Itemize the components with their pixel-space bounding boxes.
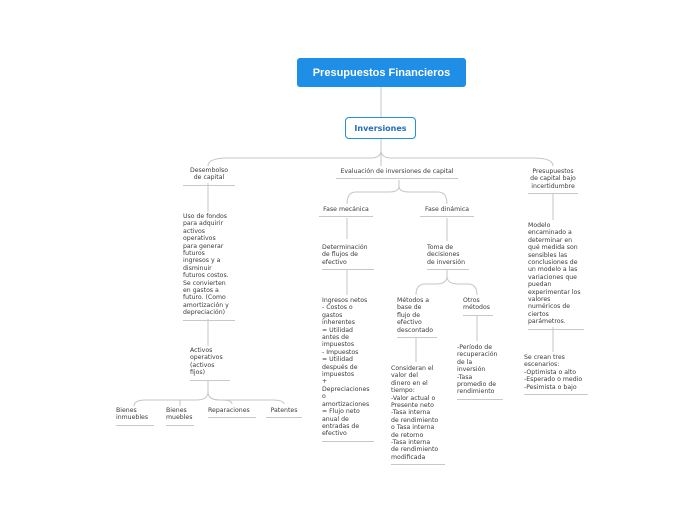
root-topic-label: Presupuestos Financieros xyxy=(312,66,451,79)
activos-operativos[interactable] xyxy=(190,347,230,381)
item-bienes-inmuebles[interactable] xyxy=(116,407,154,426)
item-bienes-muebles[interactable] xyxy=(166,407,194,426)
escenarios-text: Se crean tres escenarios: -Optimista o alto -Esperado o medio -Pesimista o bajo xyxy=(524,354,583,391)
branch-desembolso-label: Desembolso de capital xyxy=(189,167,229,182)
determinacion-flujos-text: Determinación de flujos de efectivo xyxy=(322,244,368,266)
metodos-descontado-detail[interactable] xyxy=(391,365,445,465)
root-topic[interactable] xyxy=(297,58,466,87)
branch-incertidumbre[interactable] xyxy=(528,168,578,194)
desembolso-description-text: Uso de fondos para adquirir activos operativos para generar futuros ingresos y a disminuir futuros costos. Se convierten en gastos a futuro. (Como amortización y depreciación) xyxy=(183,213,229,317)
metodos-descontado-text: Métodos a base de flujo de efectivo descontado xyxy=(397,297,433,334)
toma-decisiones[interactable] xyxy=(427,244,469,270)
fase-dinamica[interactable] xyxy=(420,206,474,217)
main-topic-label: Inversiones xyxy=(354,123,407,133)
fase-dinamica-label: Fase dinámica xyxy=(424,206,470,213)
otros-metodos-text: Otros métodos xyxy=(463,297,490,312)
escenarios[interactable] xyxy=(524,354,588,395)
branch-incertidumbre-label: Presupuestos de capital bajo incertidumbre xyxy=(530,168,576,190)
item-reparaciones[interactable] xyxy=(208,407,256,418)
otros-metodos-detail[interactable] xyxy=(457,344,503,400)
incertidumbre-description[interactable] xyxy=(528,222,584,330)
branch-desembolso[interactable] xyxy=(183,167,235,186)
item-patentes-text: Patentes xyxy=(270,407,298,414)
metodos-descontado[interactable] xyxy=(397,297,437,338)
incertidumbre-description-text: Modelo encaminado a determinar en qué medida son sensibles las conclusiones de un modelo a las variaciones que puedan experimentar los valores numéricos de ciertos parámetros. xyxy=(528,222,581,326)
item-bienes-inmuebles-text: Bienes inmuebles xyxy=(116,407,149,422)
fase-mecanica[interactable] xyxy=(319,206,373,217)
branch-evaluacion-label: Evaluación de inversiones de capital xyxy=(340,168,454,175)
branch-evaluacion[interactable] xyxy=(336,168,458,179)
otros-metodos[interactable] xyxy=(463,297,493,316)
activos-operativos-text: Activos operativos (activos fijos) xyxy=(190,347,223,377)
main-topic-inversiones[interactable] xyxy=(345,117,416,139)
desembolso-description[interactable] xyxy=(183,213,235,321)
flujo-detail[interactable] xyxy=(322,297,374,442)
metodos-descontado-detail-text: Consideran el valor del dinero en el tiempo: -Valor actual o Presente neto -Tasa interna de rendimiento o Tasa interna de retorno -Tasa interna de rendimiento modificada xyxy=(391,365,439,461)
item-reparaciones-text: Reparaciones xyxy=(208,407,250,414)
toma-decisiones-text: Toma de decisiones de inversión xyxy=(427,244,466,266)
determinacion-flujos[interactable] xyxy=(322,244,374,270)
fase-mecanica-label: Fase mecánica xyxy=(323,206,369,213)
flujo-detail-text: Ingresos netos - Costos o gastos inherentes = Utilidad antes de impuestos - Impuestos = Utilidad después de impuestos + Depreciaciones o amortizaciones = Flujo neto anual de entradas de efectivo xyxy=(322,297,370,438)
otros-metodos-detail-text: -Período de recuperación de la inversión -Tasa promedio de rendimiento xyxy=(457,344,498,396)
item-patentes[interactable] xyxy=(266,407,302,418)
item-bienes-muebles-text: Bienes muebles xyxy=(166,407,193,422)
